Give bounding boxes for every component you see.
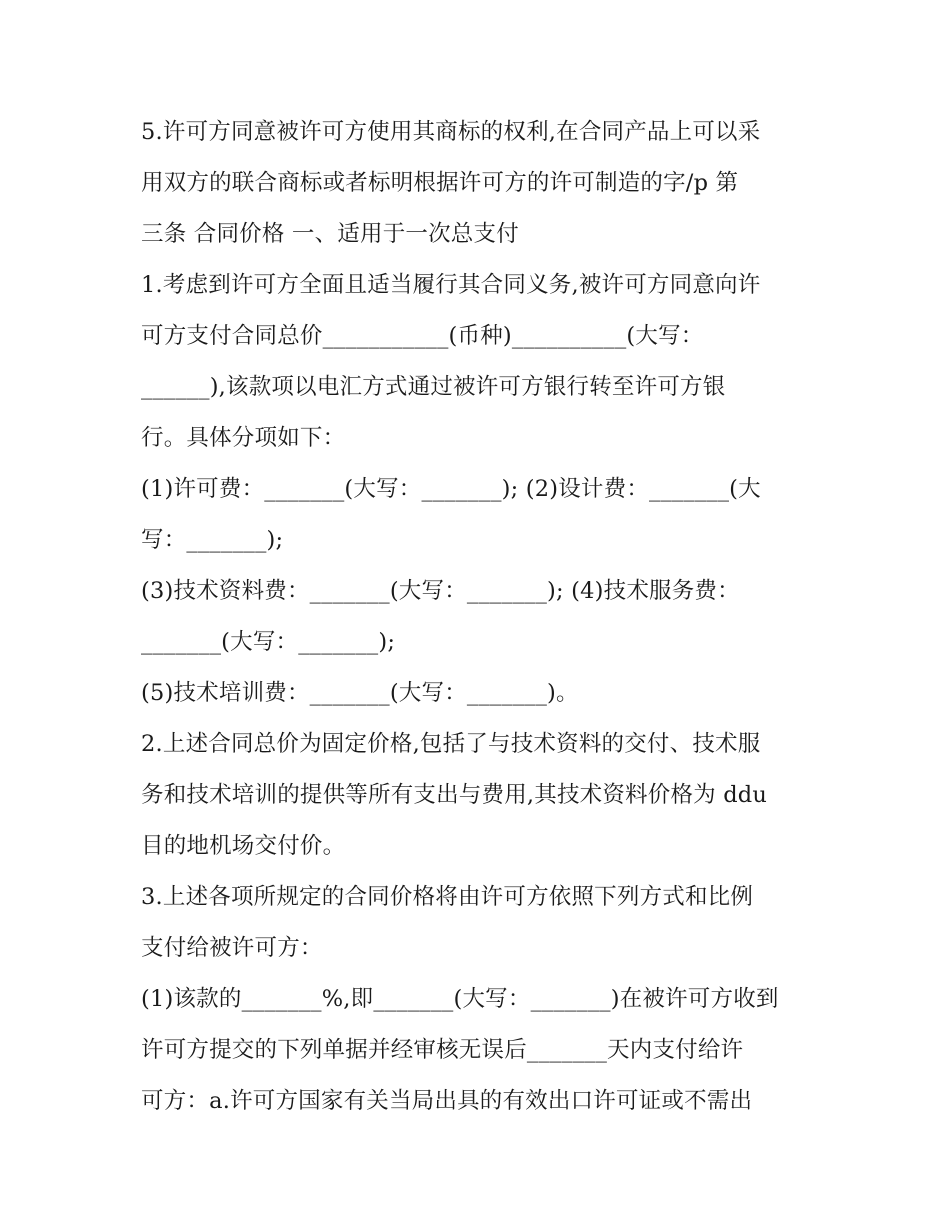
text-line-10: (3)技术资料费：_______(大写：_______); (4)技术服务费： (141, 578, 740, 604)
text-line-17: 支付给被许可方： (141, 935, 323, 961)
text-line-7: 行。具体分项如下： (141, 425, 346, 451)
contract-text (141, 107, 831, 1127)
text-line-13: 2.上述合同总价为固定价格,包括了与技术资料的交付、技术服 (141, 731, 761, 757)
text-line-11: _______(大写：_______); (141, 629, 396, 655)
text-line-8: (1)许可费：_______(大写：_______); (2)设计费：_______(大 (141, 476, 761, 502)
text-line-2: 用双方的联合商标或者标明根据许可方的许可制造的字/p 第 (141, 170, 739, 196)
text-line-14: 务和技术培训的提供等所有支出与费用,其技术资料价格为 ddu (141, 782, 768, 808)
text-line-4: 1.考虑到许可方全面且适当履行其合同义务,被许可方同意向许 (141, 272, 761, 298)
text-line-9: 写：_______); (141, 527, 284, 553)
text-line-5: 可方支付合同总价___________(币种)__________(大写： (141, 323, 704, 349)
text-line-12: (5)技术培训费：_______(大写：_______)。 (141, 680, 579, 706)
text-line-19: 许可方提交的下列单据并经审核无误后_______天内支付给许 (141, 1037, 744, 1063)
text-line-20: 可方：a.许可方国家有关当局出具的有效出口许可证或不需出 (141, 1088, 753, 1114)
text-line-16: 3.上述各项所规定的合同价格将由许可方依照下列方式和比例 (141, 884, 754, 910)
text-line-1: 5.许可方同意被许可方使用其商标的权利,在合同产品上可以采 (141, 119, 761, 145)
text-line-15: 目的地机场交付价。 (141, 833, 346, 859)
text-line-3: 三条 合同价格 一、适用于一次总支付 (141, 221, 519, 247)
text-line-6: ______),该款项以电汇方式通过被许可方银行转至许可方银 (141, 374, 726, 400)
text-line-18: (1)该款的_______%,即_______(大写：_______)在被许可方收到 (141, 986, 779, 1012)
